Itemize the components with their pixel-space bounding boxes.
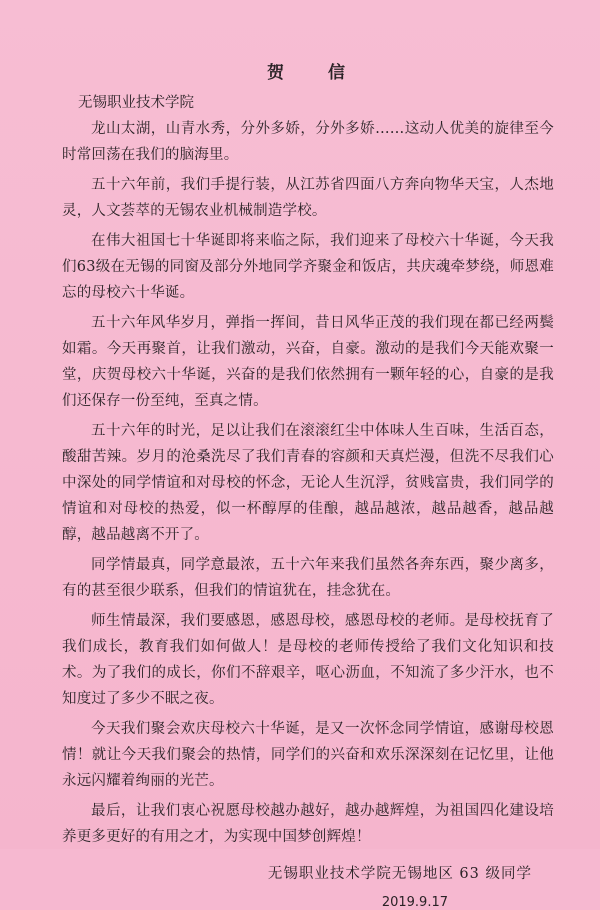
paragraph-7: 师生情最深，我们要感恩，感恩母校，感恩母校的老师。是母校抚育了我们成长，教育我们如何做人！是母校的老师传授给了我们文化知识和技术。为了我们的成长，你们不辞艰辛，呕心沥血，不知流了多少汗水，也不知度过了多少不眠之夜。 — [62, 613, 554, 707]
paragraph-3: 在伟大祖国七十华诞即将来临之际，我们迎来了母校六十华诞，今天我们63级在无锡的同窗及部分外地同学齐聚金和饭店，共庆魂牵梦绕，师恩难忘的母校六十华诞。 — [62, 233, 554, 301]
paragraph-6: 同学情最真，同学意最浓，五十六年来我们虽然各奔东西，聚少离多，有的甚至很少联系，但我们的情谊犹在，挂念犹在。 — [62, 557, 554, 599]
paragraph-1: 龙山太湖，山青水秀，分外多娇，分外多娇……这动人优美的旋律至今时常回荡在我们的脑海里。 — [62, 121, 554, 163]
signature: 无锡职业技术学院无锡地区 63 级同学 — [267, 866, 532, 882]
paragraph-2: 五十六年前，我们手提行装，从江苏省四面八方奔向物华天宝，人杰地灵，人文荟萃的无锡农业机械制造学校。 — [62, 177, 554, 219]
letter-date: 2019.9.17 — [381, 895, 448, 910]
salutation: 无锡职业技术学院 — [78, 95, 194, 111]
paragraph-5: 五十六年的时光，足以让我们在滚滚红尘中体味人生百味，生活百态，酸甜苦辣。岁月的沧桑洗尽了我们青春的容颜和天真烂漫，但洗不尽我们心中深处的同学情谊和对母校的怀念，无论人生沉浮，贫贱富贵，我们同学的情谊和对母校的热爱，似一杯醇厚的佳酿，越品越浓，越品越香，越品越醇，越品越离不开了。 — [62, 423, 554, 543]
paragraph-9: 最后，让我们衷心祝愿母校越办越好，越办越辉煌，为祖国四化建设培养更多更好的有用之才，为实现中国梦创辉煌！ — [62, 803, 554, 845]
letter-title: 贺信 — [267, 63, 389, 83]
paragraph-8: 今天我们聚会欢庆母校六十华诞，是又一次怀念同学情谊，感谢母校恩情！就让今天我们聚会的热情，同学们的兴奋和欢乐深深刻在记忆里，让他永远闪耀着绚丽的光芒。 — [62, 721, 554, 789]
paragraph-4: 五十六年风华岁月，弹指一挥间，昔日风华正茂的我们现在都已经两鬓如霜。今天再聚首，让我们激动，兴奋，自豪。激动的是我们今天能欢聚一堂，庆贺母校六十华诞，兴奋的是我们依然拥有一颗年轻的心，自豪的是我们还保存一份至纯，至真之情。 — [62, 315, 554, 409]
